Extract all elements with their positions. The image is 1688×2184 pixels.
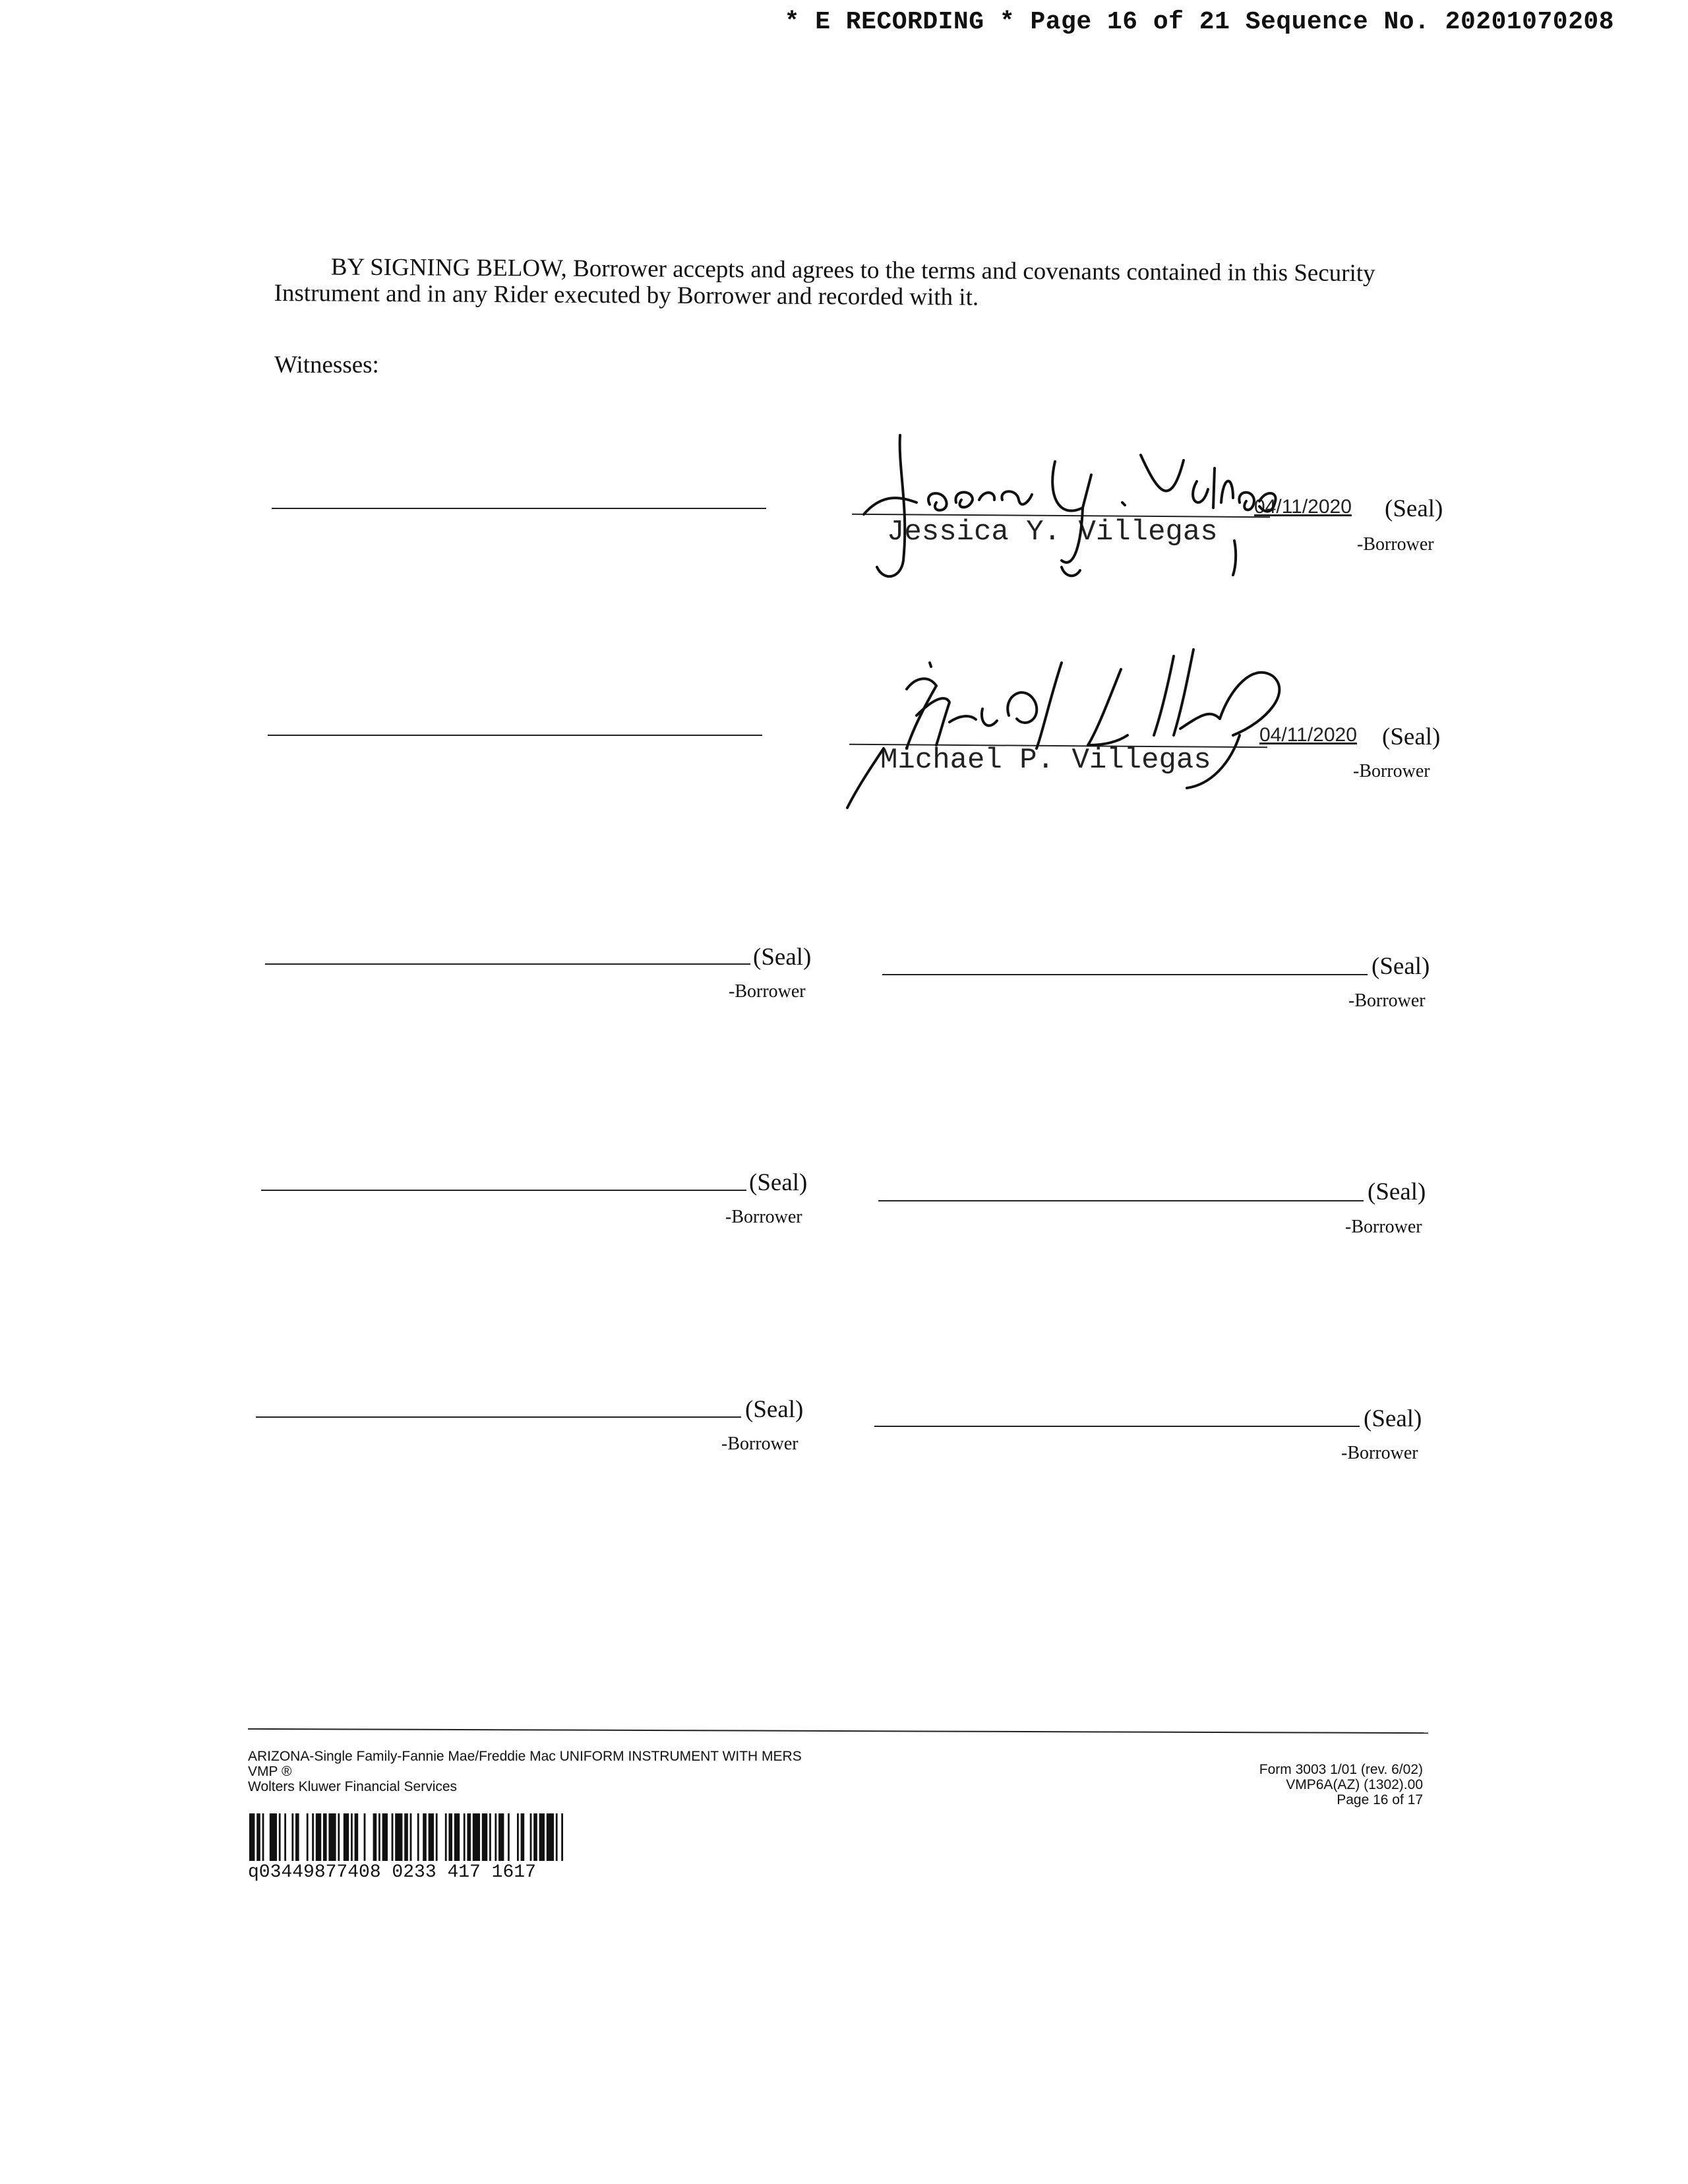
barcode-bar: [291, 1813, 293, 1861]
footer-form-number: [1259, 1762, 1423, 1807]
barcode-bar: [364, 1813, 366, 1861]
blank-seal-label-4: (Seal): [1368, 1178, 1426, 1205]
barcode-bar: [284, 1813, 286, 1861]
barcode-bar: [517, 1813, 519, 1861]
footer-form-line-2: VMP ®: [248, 1764, 292, 1779]
barcode-bar: [467, 1813, 471, 1861]
blank-seal-label-5: (Seal): [745, 1396, 804, 1423]
signature-date-michael: 04/11/2020: [1259, 724, 1357, 746]
barcode-bar: [489, 1813, 491, 1861]
witness-line-2: [268, 735, 762, 736]
barcode: [249, 1813, 711, 1866]
footer-form-line-1: ARIZONA-Single Family-Fannie Mae/Freddie Mac UNIFORM INSTRUMENT WITH MERS: [248, 1749, 802, 1764]
signature-paragraph: BY SIGNING BELOW, Borrower accepts and agrees to the terms and covenants contained in this Security Instrument and in any Rider executed by Borrower and recorded with it.: [274, 253, 1375, 311]
barcode-bar: [464, 1813, 466, 1861]
blank-signature-line-5: [256, 1416, 741, 1418]
barcode-bar: [417, 1813, 419, 1861]
footer-page-number: Page 16 of 17: [1337, 1792, 1423, 1807]
barcode-bar: [355, 1813, 359, 1861]
handwritten-signature-michael: [844, 636, 1299, 808]
barcode-bar: [448, 1813, 452, 1861]
barcode-bar: [270, 1813, 277, 1861]
barcode-bar: [256, 1813, 260, 1861]
barcode-bar: [454, 1813, 460, 1861]
barcode-bar: [249, 1813, 255, 1861]
barcode-bar: [495, 1813, 497, 1861]
witnesses-label: Witnesses:: [274, 351, 379, 379]
blank-signature-line-2: [882, 974, 1368, 975]
blank-signature-line-4: [878, 1200, 1364, 1201]
barcode-bar: [316, 1813, 321, 1861]
barcode-bar: [373, 1813, 377, 1861]
blank-borrower-label-6: -Borrower: [1341, 1443, 1418, 1463]
barcode-bar: [395, 1813, 402, 1861]
signature-date-jessica: 04/11/2020: [1254, 496, 1352, 518]
borrower-label-jessica: -Borrower: [1357, 534, 1434, 555]
handwritten-signature-jessica: [837, 429, 1286, 593]
barcode-bar: [521, 1813, 525, 1861]
blank-signature-line-3: [261, 1190, 746, 1191]
barcode-bar: [392, 1813, 394, 1861]
barcode-bar: [482, 1813, 487, 1861]
barcode-bar: [410, 1813, 412, 1861]
barcode-bar: [508, 1813, 510, 1861]
blank-seal-label-6: (Seal): [1364, 1405, 1422, 1432]
barcode-bar: [429, 1813, 434, 1861]
recording-stamp: * E RECORDING * Page 16 of 21 Sequence No. 20201070208: [784, 8, 1614, 36]
witness-line-1: [272, 508, 766, 509]
footer-form-line-3: Wolters Kluwer Financial Services: [248, 1779, 458, 1794]
barcode-bar: [547, 1813, 554, 1861]
barcode-bar: [539, 1813, 545, 1861]
barcode-bar: [279, 1813, 281, 1861]
blank-borrower-label-4: -Borrower: [1345, 1217, 1422, 1237]
barcode-bar: [344, 1813, 349, 1861]
barcode-number: q03449877408 0233 417 1617: [248, 1862, 536, 1883]
blank-seal-label-3: (Seal): [749, 1169, 808, 1196]
barcode-bar: [351, 1813, 353, 1861]
barcode-bar: [404, 1813, 408, 1861]
blank-borrower-label-3: -Borrower: [725, 1207, 802, 1227]
borrower-label-michael: -Borrower: [1353, 761, 1430, 781]
barcode-bar: [307, 1813, 309, 1861]
seal-label-michael: (Seal): [1382, 723, 1441, 750]
barcode-bar: [436, 1813, 438, 1861]
blank-seal-label-2: (Seal): [1372, 953, 1430, 980]
barcode-bar: [295, 1813, 299, 1861]
blank-borrower-label-2: -Borrower: [1348, 990, 1426, 1011]
typed-name-michael: Michael P. Villegas: [880, 744, 1211, 777]
typed-name-jessica: Jessica Y. Villegas: [887, 516, 1218, 549]
barcode-bar: [445, 1813, 447, 1861]
blank-borrower-label-5: -Borrower: [721, 1434, 799, 1454]
barcode-bar: [382, 1813, 388, 1861]
blank-borrower-label-1: -Borrower: [729, 981, 806, 1002]
blank-signature-line-1: [265, 963, 750, 965]
footer-form-title: [248, 1749, 802, 1794]
barcode-bar: [498, 1813, 504, 1861]
barcode-bar: [262, 1813, 264, 1861]
footer-form-number-line-1: Form 3003 1/01 (rev. 6/02): [1259, 1762, 1423, 1777]
barcode-bar: [533, 1813, 537, 1861]
footer-rule: [248, 1728, 1428, 1734]
barcode-bar: [323, 1813, 327, 1861]
barcode-bar: [423, 1813, 427, 1861]
seal-label-jessica: (Seal): [1385, 495, 1443, 522]
barcode-bar: [328, 1813, 336, 1861]
barcode-bar: [530, 1813, 532, 1861]
barcode-bar: [338, 1813, 340, 1861]
blank-signature-line-6: [874, 1426, 1360, 1427]
barcode-bar: [312, 1813, 314, 1861]
barcode-bar: [378, 1813, 380, 1861]
blank-seal-label-1: (Seal): [753, 944, 812, 971]
barcode-bar: [473, 1813, 480, 1861]
barcode-bar: [561, 1813, 563, 1861]
footer-form-number-line-2: VMP6A(AZ) (1302).00: [1286, 1777, 1423, 1792]
barcode-bar: [556, 1813, 558, 1861]
